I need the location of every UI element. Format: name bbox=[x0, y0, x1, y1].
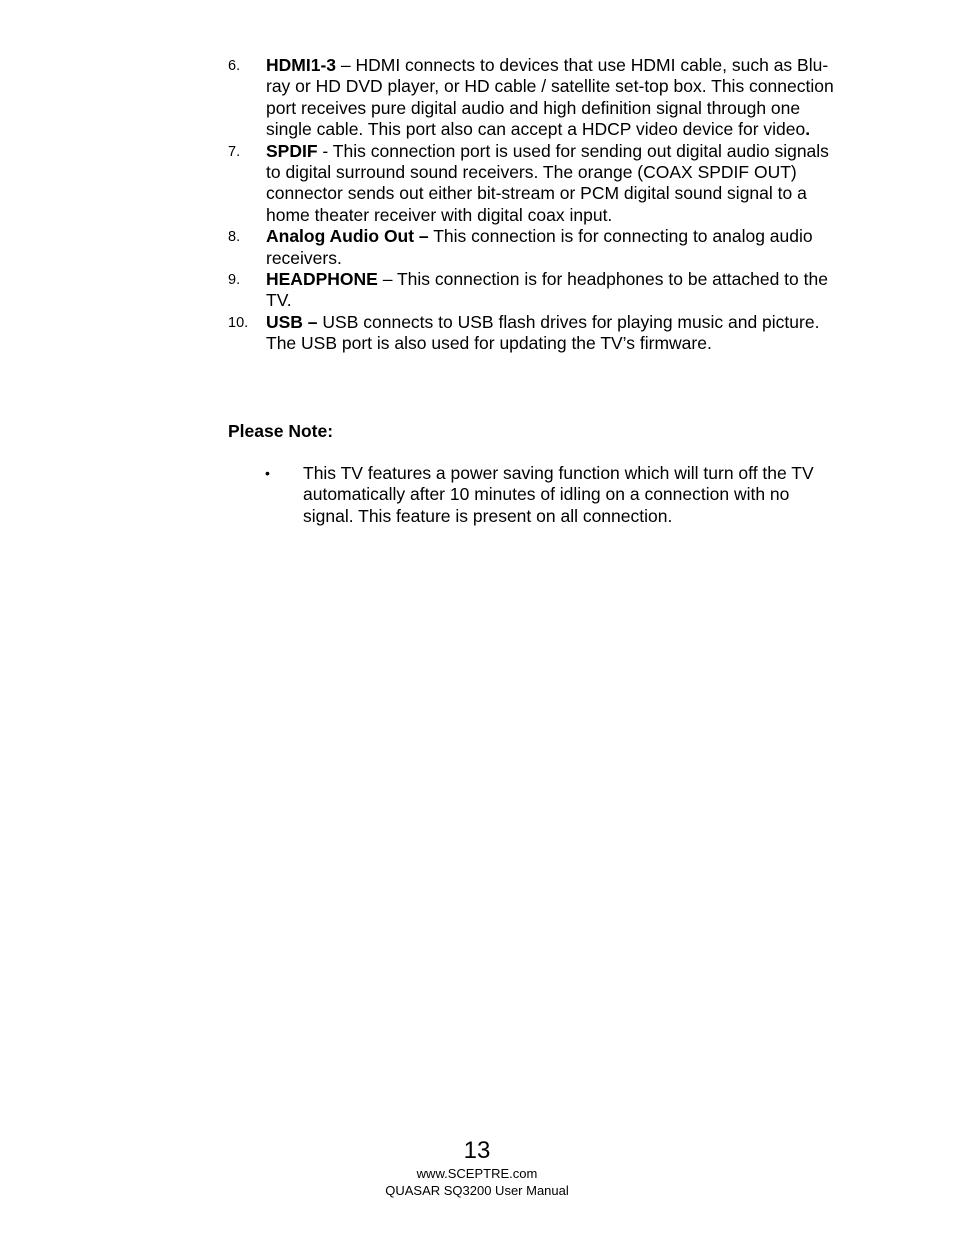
item-term: USB – bbox=[266, 311, 318, 332]
list-item-spdif bbox=[228, 141, 848, 227]
connection-list bbox=[228, 55, 848, 355]
footer-website: www.SCEPTRE.com bbox=[416, 1166, 538, 1181]
list-item-headphone bbox=[228, 269, 848, 312]
bullet-icon: • bbox=[265, 465, 270, 481]
item-description: - This connection port is used for sending out digital audio signals to digital surround sound receivers. The orange (COAX SPDIF OUT) connector sends out either bit-stream or PCM digital sound signal to a home theater receiver with digital coax input. bbox=[266, 140, 829, 225]
page-number: 13 bbox=[463, 1137, 491, 1164]
item-number: 10. bbox=[228, 314, 249, 331]
note-bullet-item bbox=[265, 463, 835, 527]
item-term: HEADPHONE bbox=[266, 269, 378, 290]
item-number: 6. bbox=[228, 58, 241, 74]
list-item-analog-audio-out bbox=[228, 226, 848, 269]
footer-manual-title: QUASAR SQ3200 User Manual bbox=[385, 1183, 569, 1198]
item-tail: . bbox=[805, 119, 811, 140]
item-term: HDMI1-3 bbox=[266, 55, 337, 75]
note-bullet-text: This TV features a power saving function which will turn off the TV automatically after 10 minutes of idling on a connection with no signal. This feature is present on all connection. bbox=[303, 463, 814, 526]
note-heading: Please Note: bbox=[228, 421, 334, 441]
item-number: 7. bbox=[228, 143, 241, 160]
item-description: – HDMI connects to devices that use HDMI cable, such as Blu-ray or HD DVD player, or HD cable / satellite set-top box. This connection port receives pure digital audio and high definition signal through one single cable. This port also can accept a HDCP video device for video bbox=[266, 55, 834, 140]
list-item-hdmi bbox=[228, 55, 848, 141]
item-term: Analog Audio Out – bbox=[266, 226, 429, 247]
note-bullet-list bbox=[265, 463, 835, 527]
item-number: 9. bbox=[228, 272, 241, 289]
item-description: This connection is for connecting to analog audio receivers. bbox=[266, 226, 813, 268]
item-term: SPDIF bbox=[266, 140, 318, 161]
page-footer bbox=[0, 1137, 954, 1199]
list-item-usb bbox=[228, 312, 848, 355]
item-description: – This connection is for headphones to be attached to the TV. bbox=[266, 269, 828, 311]
item-description: USB connects to USB flash drives for playing music and picture. The USB port is also used for updating the TV’s firmware. bbox=[266, 311, 820, 354]
item-number: 8. bbox=[228, 229, 241, 246]
